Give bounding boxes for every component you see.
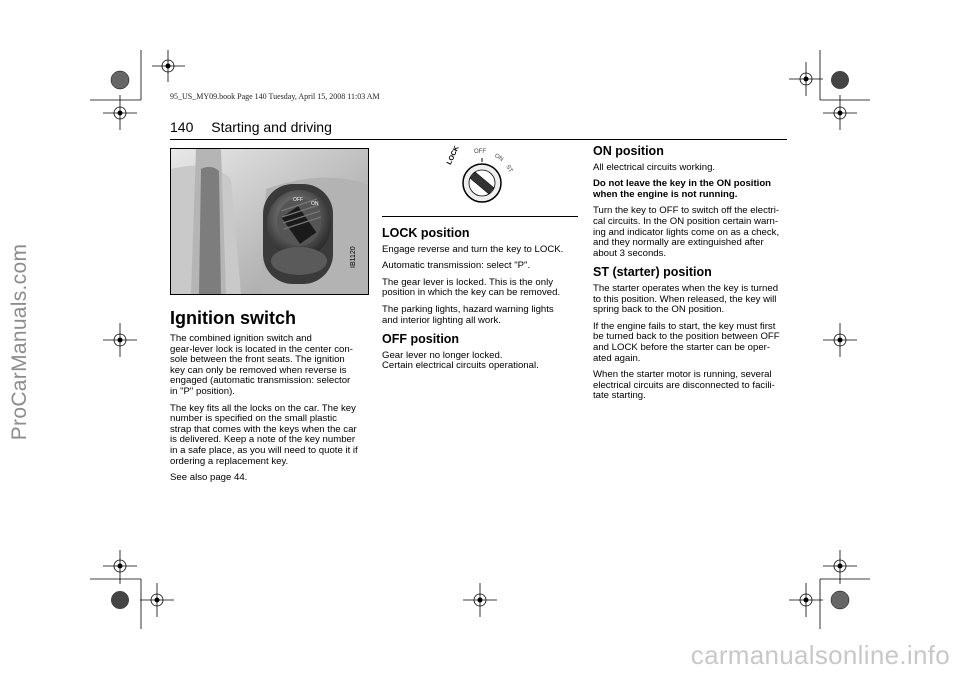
lock-paragraph-2: Automatic transmission: select "P".	[382, 260, 531, 272]
on-paragraph-3: Turn the key to OFF to switch off the electri- cal circuits. In the ON position certain warn- ing and indicator lights come on as a check, and they normally are extinguished after about 3 seconds.	[593, 205, 780, 259]
header-rule	[170, 139, 787, 140]
left-paragraph-3: See also page 44.	[170, 472, 248, 484]
middle-column	[382, 228, 582, 378]
lock-paragraph-1: Engage reverse and turn the key to LOCK.	[382, 243, 564, 255]
bottom-watermark: carmanualsonline.info	[690, 640, 950, 670]
lock-paragraph-4: The parking lights, hazard warning lights and interior lighting all work.	[382, 303, 554, 326]
st-paragraph-1: The starter operates when the key is turned to this position. When released, the key will spring back to the ON position.	[593, 282, 779, 316]
page-header	[170, 119, 332, 135]
ignition-dial-illustration	[444, 148, 524, 218]
off-paragraph-1: Gear lever no longer locked. Certain electrical circuits operational.	[382, 349, 539, 372]
section-title: Starting and driving	[211, 119, 332, 135]
photo-on-label: ON	[311, 201, 319, 207]
left-column	[170, 334, 370, 490]
dial-off-label: OFF	[474, 149, 486, 155]
lock-position-heading: LOCK position	[382, 226, 470, 240]
ignition-switch-heading: Ignition switch	[170, 308, 296, 328]
off-position-heading: OFF position	[382, 332, 460, 347]
left-paragraph-2: The key fits all the locks on the car. The key number is specified on the small plastic strap that comes with the keys when the car is delivered. Keep a note of the key number in a safe place, as you will need to quote it if ordering a replacement key.	[170, 402, 358, 467]
st-paragraph-2: If the engine fails to start, the key must first be turned back to the position between OFF and LOCK before the starter can be oper- ated again.	[593, 320, 780, 364]
column-rule	[382, 216, 578, 217]
photo-code: IB1120	[350, 246, 357, 268]
book-info: 95_US_MY09.book Page 140 Tuesday, April 15, 2008 11:03 AM	[170, 92, 380, 101]
photo-off-label: OFF	[293, 197, 303, 203]
on-position-heading: ON position	[593, 144, 664, 158]
ignition-switch-photo	[170, 148, 369, 295]
right-column	[593, 146, 793, 408]
dial-st-label: ST	[504, 164, 514, 174]
st-paragraph-3: When the starter motor is running, several electrical circuits are disconnected to facili- tate starting.	[593, 369, 775, 402]
side-watermark: ProCarManuals.com	[8, 243, 31, 441]
left-paragraph-1: The combined ignition switch and gear-lever lock is located in the center con- sole between the front seats. The ignition key can only be removed when reverse is engaged (automatic transmission: selector in "P" position).	[170, 333, 353, 397]
on-warning: Do not leave the key in the ON position when the engine is not running.	[593, 178, 772, 200]
st-position-heading: ST (starter) position	[593, 265, 712, 280]
dial-on-label: ON	[493, 152, 504, 164]
dial-lock-label: LOCK	[446, 145, 461, 166]
page-number: 140	[170, 119, 194, 135]
on-paragraph-1: All electrical circuits working.	[593, 161, 716, 173]
lock-paragraph-3: The gear lever is locked. This is the only position in which the key can be removed.	[382, 276, 561, 299]
